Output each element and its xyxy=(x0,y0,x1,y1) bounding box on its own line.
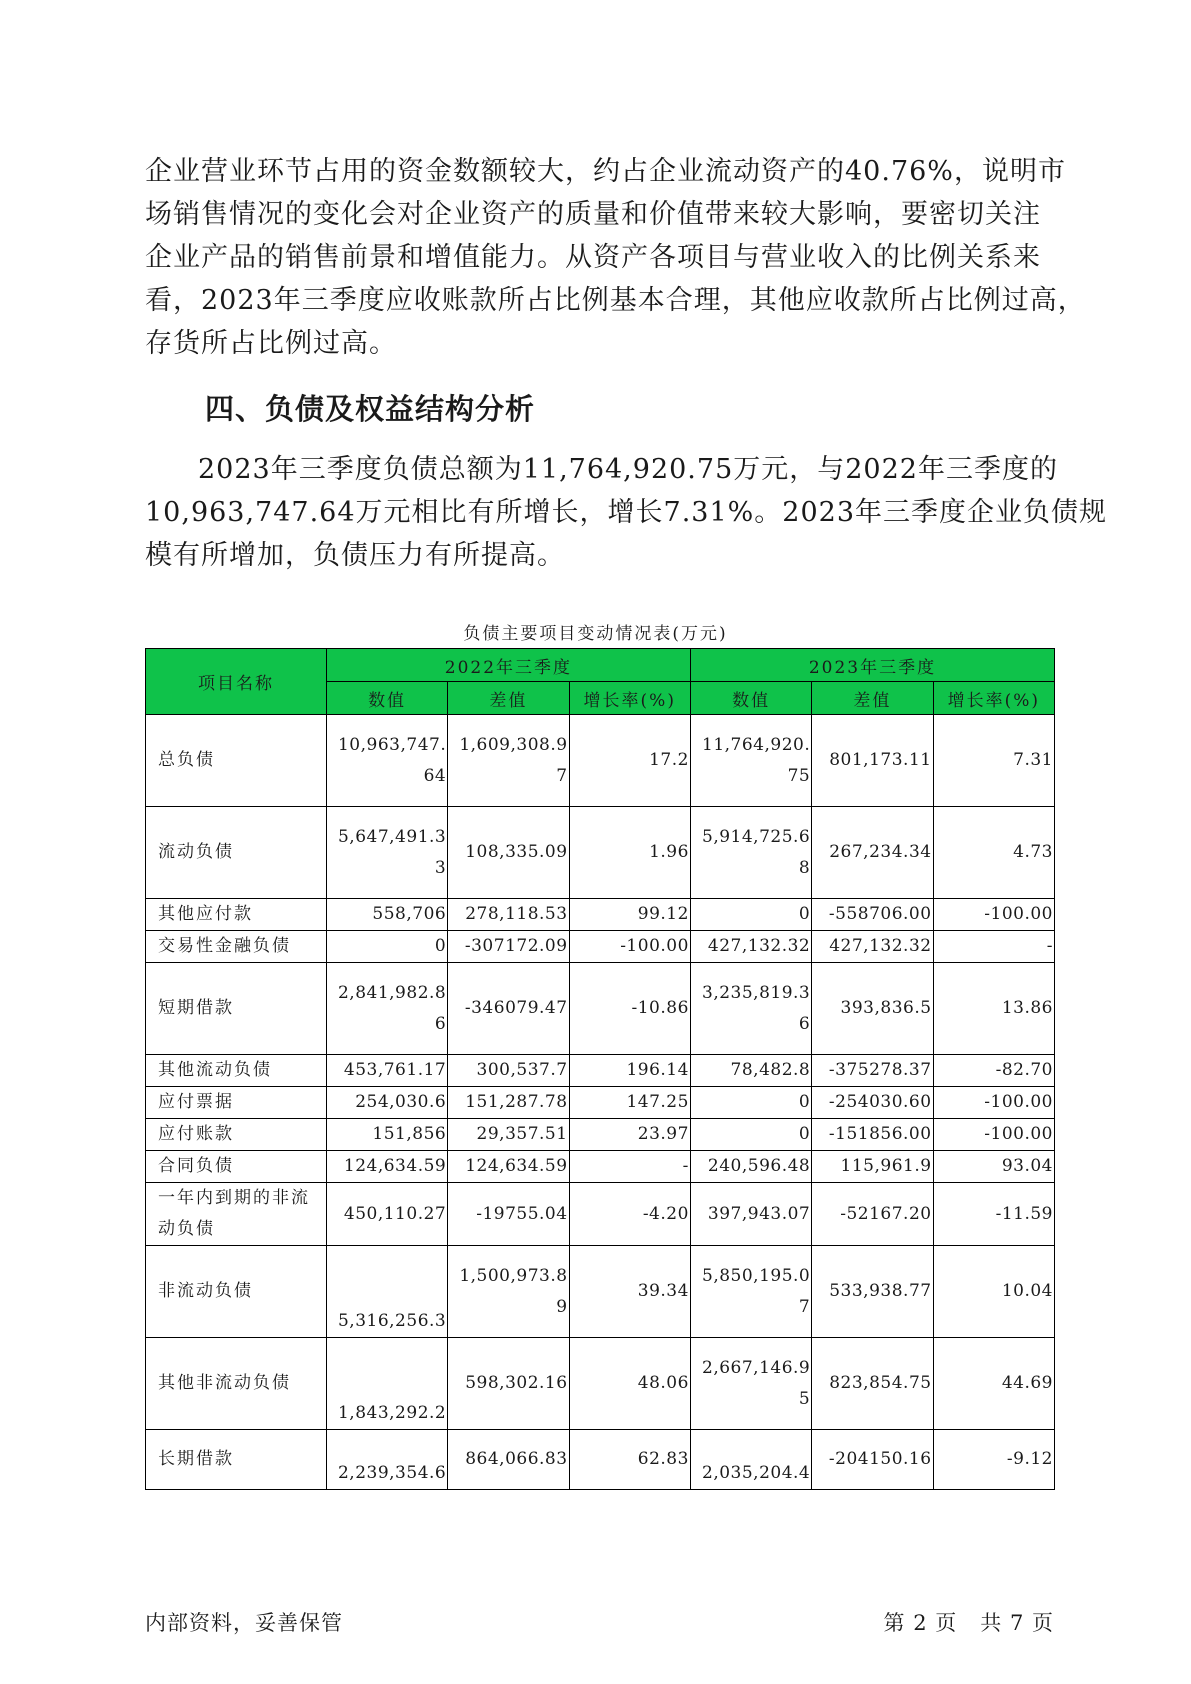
header-growth-2023: 增长率(%) xyxy=(933,682,1054,715)
cell-diff-2023: 267,234.34 xyxy=(812,807,933,899)
cell-diff-2022: 151,287.78 xyxy=(448,1087,569,1119)
paragraph-line: 10,963,747.64万元相比有所增长，增长7.31%。2023年三季度企业负债规 xyxy=(145,497,1108,528)
cell-diff-2022: 29,357.51 xyxy=(448,1119,569,1151)
table-row xyxy=(146,1246,1055,1338)
footer-page-info xyxy=(884,1607,1054,1637)
row-item-name: 一年内到期的非流动负债 xyxy=(146,1183,327,1246)
header-period-2022: 2022年三季度 xyxy=(326,649,690,682)
row-item-name: 合同负债 xyxy=(146,1151,327,1183)
cell-growth-2022: 99.12 xyxy=(569,899,690,931)
row-item-name: 其他应付款 xyxy=(146,899,327,931)
table-row xyxy=(146,1338,1055,1430)
cell-value-2022: 1,843,292.2 xyxy=(326,1338,447,1430)
cell-diff-2022: 278,118.53 xyxy=(448,899,569,931)
paragraph-line: 存货所占比例过高。 xyxy=(145,328,397,359)
cell-growth-2023: 13.86 xyxy=(933,963,1054,1055)
paragraph-line: 看，2023年三季度应收账款所占比例基本合理，其他应收款所占比例过高， xyxy=(145,285,1086,316)
cell-value-2022: 10,963,747.64 xyxy=(326,715,447,807)
cell-growth-2022: 23.97 xyxy=(569,1119,690,1151)
cell-value-2023: 5,914,725.68 xyxy=(690,807,811,899)
header-value-2023: 数值 xyxy=(690,682,811,715)
row-item-name: 流动负债 xyxy=(146,807,327,899)
cell-diff-2022: -19755.04 xyxy=(448,1183,569,1246)
cell-diff-2023: 801,173.11 xyxy=(812,715,933,807)
cell-diff-2023: 427,132.32 xyxy=(812,931,933,963)
table-row xyxy=(146,715,1055,807)
cell-diff-2023: -558706.00 xyxy=(812,899,933,931)
header-growth-2022: 增长率(%) xyxy=(569,682,690,715)
cell-diff-2022: -307172.09 xyxy=(448,931,569,963)
paragraph-line: 企业营业环节占用的资金数额较大，约占企业流动资产的40.76%，说明市 xyxy=(145,156,1066,187)
cell-value-2022: 2,239,354.6 xyxy=(326,1430,447,1490)
header-diff-2023: 差值 xyxy=(812,682,933,715)
cell-growth-2023: 4.73 xyxy=(933,807,1054,899)
paragraph-line: 场销售情况的变化会对企业资产的质量和价值带来较大影响，要密切关注 xyxy=(145,199,1041,230)
cell-value-2023: 11,764,920.75 xyxy=(690,715,811,807)
cell-growth-2023: -11.59 xyxy=(933,1183,1054,1246)
body-paragraph-1 xyxy=(145,150,1086,365)
cell-diff-2023: -151856.00 xyxy=(812,1119,933,1151)
row-item-name: 非流动负债 xyxy=(146,1246,327,1338)
cell-growth-2022: -10.86 xyxy=(569,963,690,1055)
cell-growth-2023: 10.04 xyxy=(933,1246,1054,1338)
paragraph-line: 模有所增加，负债压力有所提高。 xyxy=(145,540,565,571)
cell-value-2022: 124,634.59 xyxy=(326,1151,447,1183)
cell-value-2023: 240,596.48 xyxy=(690,1151,811,1183)
cell-value-2023: 0 xyxy=(690,899,811,931)
cell-diff-2022: 108,335.09 xyxy=(448,807,569,899)
cell-value-2023: 427,132.32 xyxy=(690,931,811,963)
table-row xyxy=(146,963,1055,1055)
table-row xyxy=(146,931,1055,963)
cell-value-2023: 397,943.07 xyxy=(690,1183,811,1246)
cell-growth-2022: 62.83 xyxy=(569,1430,690,1490)
table-row xyxy=(146,1430,1055,1490)
cell-value-2022: 453,761.17 xyxy=(326,1055,447,1087)
cell-diff-2023: -204150.16 xyxy=(812,1430,933,1490)
row-item-name: 其他流动负债 xyxy=(146,1055,327,1087)
cell-diff-2023: -254030.60 xyxy=(812,1087,933,1119)
table-row xyxy=(146,807,1055,899)
table-row xyxy=(146,1119,1055,1151)
cell-diff-2022: 1,609,308.97 xyxy=(448,715,569,807)
row-item-name: 总负债 xyxy=(146,715,327,807)
footer-confidential-note: 内部资料，妥善保管 xyxy=(145,1611,343,1635)
header-item-name: 项目名称 xyxy=(146,649,327,715)
cell-growth-2023: -100.00 xyxy=(933,1119,1054,1151)
cell-growth-2022: 17.2 xyxy=(569,715,690,807)
header-diff-2022: 差值 xyxy=(448,682,569,715)
cell-diff-2023: -52167.20 xyxy=(812,1183,933,1246)
cell-growth-2022: 1.96 xyxy=(569,807,690,899)
paragraph-line: 2023年三季度负债总额为11,764,920.75万元，与2022年三季度的 xyxy=(198,454,1058,485)
cell-value-2022: 450,110.27 xyxy=(326,1183,447,1246)
cell-value-2023: 0 xyxy=(690,1119,811,1151)
section-heading: 四、负债及权益结构分析 xyxy=(205,392,536,426)
table-row xyxy=(146,899,1055,931)
cell-value-2022: 5,316,256.3 xyxy=(326,1246,447,1338)
cell-value-2022: 5,647,491.33 xyxy=(326,807,447,899)
row-item-name: 应付票据 xyxy=(146,1087,327,1119)
cell-growth-2023: - xyxy=(933,931,1054,963)
cell-growth-2022: 147.25 xyxy=(569,1087,690,1119)
cell-value-2022: 2,841,982.86 xyxy=(326,963,447,1055)
cell-diff-2022: -346079.47 xyxy=(448,963,569,1055)
cell-diff-2023: -375278.37 xyxy=(812,1055,933,1087)
table-caption: 负债主要项目变动情况表(万元) xyxy=(463,624,728,644)
row-item-name: 交易性金融负债 xyxy=(146,931,327,963)
cell-value-2022: 151,856 xyxy=(326,1119,447,1151)
table-row xyxy=(146,1055,1055,1087)
cell-growth-2023: -100.00 xyxy=(933,1087,1054,1119)
cell-diff-2022: 300,537.7 xyxy=(448,1055,569,1087)
cell-growth-2022: -100.00 xyxy=(569,931,690,963)
cell-diff-2022: 864,066.83 xyxy=(448,1430,569,1490)
table-row xyxy=(146,1087,1055,1119)
cell-value-2022: 0 xyxy=(326,931,447,963)
footer-page-total: 共 7 页 xyxy=(980,1611,1054,1635)
cell-value-2022: 254,030.6 xyxy=(326,1087,447,1119)
cell-value-2023: 0 xyxy=(690,1087,811,1119)
footer-page-current: 第 2 页 xyxy=(883,1611,958,1635)
cell-diff-2023: 533,938.77 xyxy=(812,1246,933,1338)
cell-growth-2022: 48.06 xyxy=(569,1338,690,1430)
row-item-name: 应付账款 xyxy=(146,1119,327,1151)
cell-growth-2022: -4.20 xyxy=(569,1183,690,1246)
row-item-name: 长期借款 xyxy=(146,1430,327,1490)
cell-value-2022: 558,706 xyxy=(326,899,447,931)
body-paragraph-2 xyxy=(145,448,1108,577)
cell-value-2023: 3,235,819.36 xyxy=(690,963,811,1055)
cell-value-2023: 2,667,146.95 xyxy=(690,1338,811,1430)
row-item-name: 其他非流动负债 xyxy=(146,1338,327,1430)
row-item-name: 短期借款 xyxy=(146,963,327,1055)
cell-diff-2022: 124,634.59 xyxy=(448,1151,569,1183)
cell-growth-2023: -9.12 xyxy=(933,1430,1054,1490)
cell-growth-2022: 196.14 xyxy=(569,1055,690,1087)
cell-growth-2023: 7.31 xyxy=(933,715,1054,807)
cell-growth-2023: -82.70 xyxy=(933,1055,1054,1087)
paragraph-line: 企业产品的销售前景和增值能力。从资产各项目与营业收入的比例关系来 xyxy=(145,242,1041,273)
cell-diff-2023: 823,854.75 xyxy=(812,1338,933,1430)
cell-diff-2022: 1,500,973.89 xyxy=(448,1246,569,1338)
cell-growth-2023: -100.00 xyxy=(933,899,1054,931)
liability-table xyxy=(145,648,1055,1490)
header-value-2022: 数值 xyxy=(326,682,447,715)
cell-value-2023: 5,850,195.07 xyxy=(690,1246,811,1338)
cell-diff-2023: 393,836.5 xyxy=(812,963,933,1055)
header-period-2023: 2023年三季度 xyxy=(690,649,1054,682)
cell-growth-2022: 39.34 xyxy=(569,1246,690,1338)
cell-diff-2022: 598,302.16 xyxy=(448,1338,569,1430)
cell-growth-2023: 44.69 xyxy=(933,1338,1054,1430)
cell-value-2023: 2,035,204.4 xyxy=(690,1430,811,1490)
cell-growth-2022: - xyxy=(569,1151,690,1183)
cell-diff-2023: 115,961.9 xyxy=(812,1151,933,1183)
table-row xyxy=(146,1151,1055,1183)
cell-value-2023: 78,482.8 xyxy=(690,1055,811,1087)
table-row xyxy=(146,1183,1055,1246)
cell-growth-2023: 93.04 xyxy=(933,1151,1054,1183)
